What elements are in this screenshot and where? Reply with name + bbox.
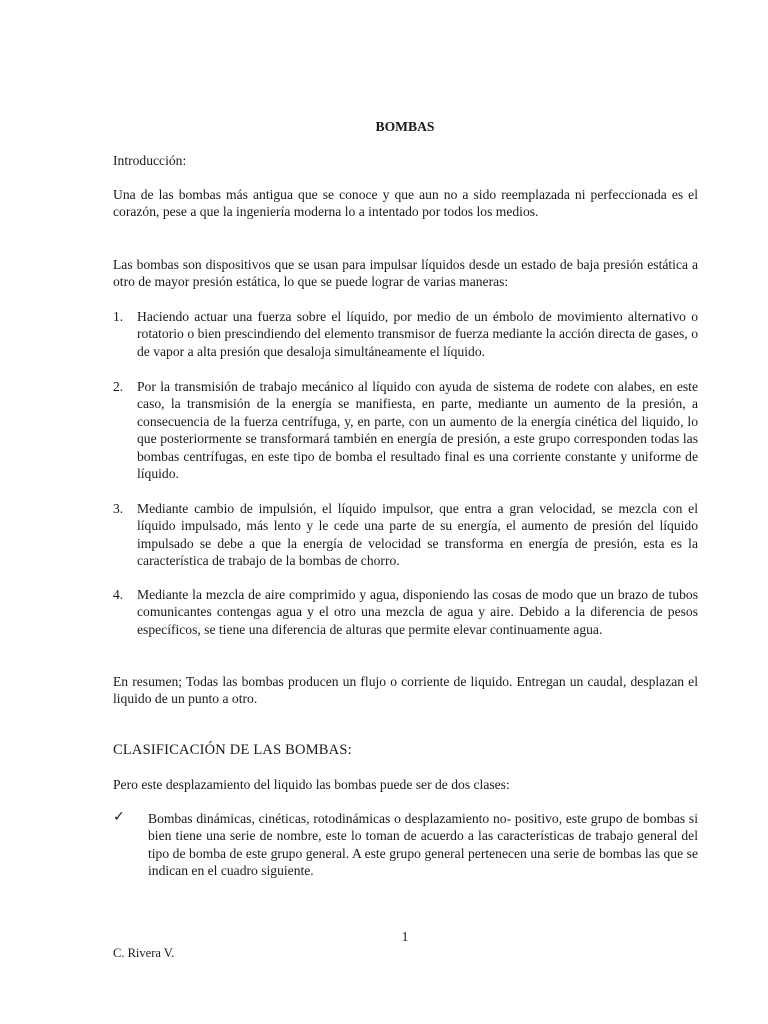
paragraph-definition: Las bombas son dispositivos que se usan para impulsar líquidos desde un estado de baja presión estática a otro de mayor presión estática, lo que se puede lograr de varias maneras: <box>113 257 698 290</box>
list-text: Haciendo actuar una fuerza sobre el líquido, por medio de un émbolo de movimiento alternativo o rotatorio o bien prescindiendo del elemento transmisor de fuerza mediante la acción directa de gases, o de vapor a alta presión que desaloja simultáneamente el líquido. <box>137 309 698 359</box>
document-title: BOMBAS <box>375 119 435 134</box>
list-text: Mediante cambio de impulsión, el líquido impulsor, que entra a gran velocidad, se mezcla con el líquido impulsado, más lento y le cede una parte de su energía, el aumento de presión del líquido impulsado se debe a que la energía de velocidad se transforma en energía de presión, esta es la característica de trabajo de la bombas de chorro. <box>137 501 698 569</box>
list-number: 2. <box>113 379 124 394</box>
check-list-text: Bombas dinámicas, cinéticas, rotodinámicas o desplazamiento no- positivo, este grupo de bombas si bien tiene una serie de nombre, este lo toman de acuerdo a las características de trabajo general del tipo de bomba de este grupo general. A este grupo general pertenecen una serie de bombas las que se indican en el cuadro siguiente. <box>148 811 698 879</box>
paragraph-heart: Una de las bombas más antigua que se conoce y que aun no a sido reemplazada ni perfeccionada es el corazón, pese a que la ingeniería moderna lo a intentado por todos los medios. <box>113 187 698 220</box>
footer-author: C. Rivera V. <box>113 946 175 960</box>
page-number: 1 <box>401 929 409 944</box>
list-number: 1. <box>113 309 124 324</box>
list-text: Por la transmisión de trabajo mecánico al líquido con ayuda de sistema de rodete con alabes, en este caso, la transmisión de la energía se manifiesta, en parte, mediante un aumento de la presión, a consecuencia de la fuerza centrífuga, y, en parte, con un aumento de la energía cinética del liquido, lo que posteriormente se transformará también en energía de presión, a este grupo corresponden todas las bombas centrífugas, en este tipo de bomba el resultado final es una corriente constante y uniforme de líquido. <box>137 379 698 482</box>
paragraph-classes: Pero este desplazamiento del liquido las bombas puede ser de dos clases: <box>113 777 510 792</box>
list-number: 3. <box>113 501 124 516</box>
paragraph-summary: En resumen; Todas las bombas producen un flujo o corriente de liquido. Entregan un caudal, desplazan el liquido de un punto a otro. <box>113 674 698 707</box>
list-text: Mediante la mezcla de aire comprimido y agua, disponiendo las cosas de modo que un brazo de tubos comunicantes contengas agua y el otro una mezcla de agua y aire. Debido a la diferencia de pesos específicos, se tiene una diferencia de alturas que permite elevar continuamente agua. <box>137 587 698 637</box>
intro-label: Introducción: <box>113 153 187 168</box>
list-number: 4. <box>113 587 124 602</box>
section-heading: CLASIFICACIÓN DE LAS BOMBAS: <box>113 742 352 758</box>
checkmark-icon: ✓ <box>113 809 125 825</box>
